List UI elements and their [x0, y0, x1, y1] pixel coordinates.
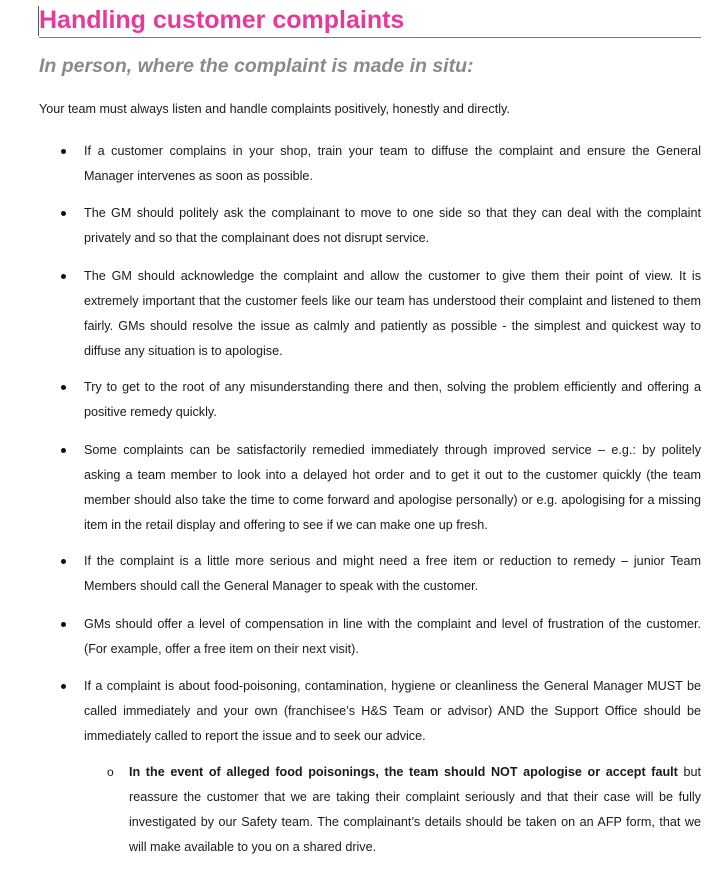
list-item — [84, 674, 701, 749]
list-item-text: If a customer complains in your shop, train your team to diffuse the complaint and ensure the General Manager intervenes as soon as possible. — [84, 144, 701, 183]
section-subtitle: In person, where the complaint is made in situ: — [39, 55, 474, 77]
bullet-icon — [61, 385, 66, 390]
list-item-text: If the complaint is a little more serious and might need a free item or reduction to remedy – junior Team Members should call the General Manager to speak with the customer. — [84, 554, 701, 593]
list-item-text: GMs should offer a level of compensation in line with the complaint and level of frustration of the customer. (For example, offer a free item on their next visit). — [84, 617, 701, 656]
page-title: Handling customer complaints — [39, 4, 701, 38]
bullet-icon — [61, 684, 66, 689]
list-item — [84, 549, 701, 599]
bullet-icon — [61, 448, 66, 453]
list-item — [84, 612, 701, 662]
list-item — [84, 375, 701, 425]
list-item-text: Some complaints can be satisfactorily remedied immediately through improved service – e.g.: by politely asking a team member to look into a delayed hot order and to get it out to the customer quickly (the team member should also take the time to come forward and apologise personally) or e.g. apologising for a missing item in the retail display and offering to see if we can make one up fresh. — [84, 443, 701, 532]
bullet-icon — [61, 559, 66, 564]
sub-bullet-marker: o — [107, 765, 114, 779]
bullet-icon — [61, 622, 66, 627]
list-item-text: The GM should politely ask the complainant to move to one side so that they can deal with the complaint privately and so that the complainant does not disrupt service. — [84, 206, 701, 245]
list-item-text: Try to get to the root of any misunderstanding there and then, solving the problem efficiently and offering a positive remedy quickly. — [84, 380, 701, 419]
list-item — [84, 438, 701, 538]
list-item — [84, 264, 701, 364]
list-item — [84, 201, 701, 251]
list-item — [84, 139, 701, 189]
bullet-icon — [61, 274, 66, 279]
bullet-icon — [61, 211, 66, 216]
sub-list-item — [107, 760, 701, 860]
bullet-icon — [61, 149, 66, 154]
list-item-text: If a complaint is about food-poisoning, contamination, hygiene or cleanliness the General Manager MUST be called immediately and your own (franchisee’s H&S Team or advisor) AND the Support Office should be immediately called to report the issue and to seek our advice. — [84, 679, 701, 743]
sub-item-bold-text: In the event of alleged food poisonings, the team should NOT apologise or accept fault — [129, 765, 678, 779]
list-item-text: The GM should acknowledge the complaint and allow the customer to give them their point of view. It is extremely important that the customer feels like our team has understood their complaint and listened to them fairly. GMs should resolve the issue as calmly and patiently as possible - the simplest and quickest way to diffuse any situation is to apologise. — [84, 269, 701, 358]
intro-paragraph: Your team must always listen and handle complaints positively, honestly and directly. — [39, 102, 510, 116]
sub-item-text: but reassure the customer that we are taking their complaint seriously and that their case will be fully investigated by our Safety team. The complainant’s details should be taken on an AFP form, that we will make available to you on a shared drive. — [129, 765, 701, 854]
